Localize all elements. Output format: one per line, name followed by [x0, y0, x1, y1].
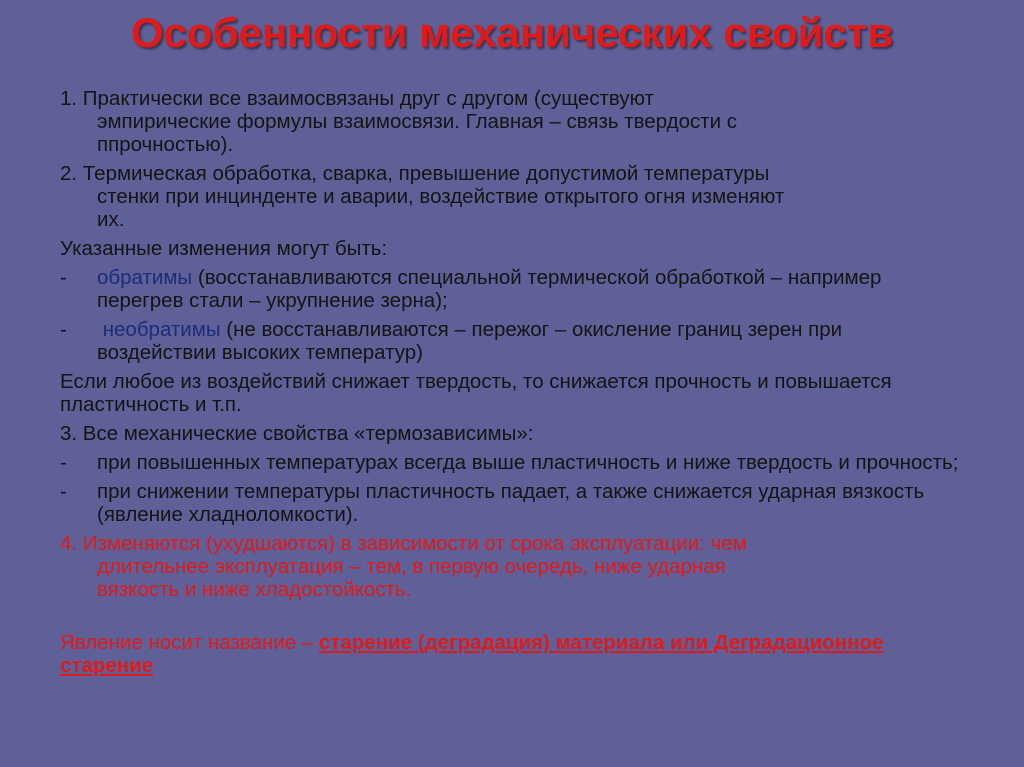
dash-mark: - — [60, 451, 67, 474]
dash-mark: - — [60, 318, 67, 341]
dash-item-reversible-text — [97, 266, 965, 312]
paragraph-5: 3. Все механические свойства «термозависимы»: — [60, 422, 534, 445]
dash-item-high-temp-text: при повышенных температурах всегда выше пластичность и ниже твердость и прочность; — [97, 451, 959, 474]
paragraph-1-line-3: ппрочностью). — [97, 133, 234, 156]
paragraph-6-line-1: 4. Изменяются (ухудшаются) в зависимости от срока эксплуатации: чем — [60, 532, 747, 555]
slide-body — [60, 87, 965, 683]
term-irreversible: необратимы — [97, 318, 221, 341]
paragraph-6-line-3: вязкость и ниже хладостойкость. — [97, 578, 412, 601]
dash-item-low-temp-text: при снижении температуры пластичность падает, а также снижается ударная вязкость (явление хладноломкости). — [97, 480, 925, 526]
paragraph-7 — [60, 631, 965, 677]
paragraph-1 — [60, 87, 965, 156]
dash-item-reversible-rest: (восстанавливаются специальной термической обработкой – например перегрев стали – укрупнение зерна); — [97, 266, 882, 312]
dash-mark: - — [60, 480, 67, 503]
dash-mark: - — [60, 266, 67, 289]
paragraph-2 — [60, 162, 965, 231]
term-aging: старение (деградация) материала или Деградационное старение — [60, 631, 884, 677]
paragraph-1-line-1: 1. Практически все взаимосвязаны друг с другом (существуют — [60, 87, 654, 110]
dash-item-high-temp — [60, 451, 965, 474]
paragraph-2-line-3: их. — [97, 208, 125, 231]
dash-item-irreversible-text — [97, 318, 965, 364]
dash-item-irreversible-rest: (не восстанавливаются – пережог – окисление границ зерен при воздействии высоких температур) — [97, 318, 843, 364]
slide-title: Особенности механических свойств — [130, 9, 894, 56]
paragraph-3: Указанные изменения могут быть: — [60, 237, 388, 260]
term-reversible: обратимы — [97, 266, 193, 289]
paragraph-1-line-2: эмпирические формулы взаимосвязи. Главная – связь твердости с — [97, 110, 738, 133]
dash-item-irreversible — [60, 318, 965, 364]
paragraph-7-lead: Явление носит название – — [60, 631, 319, 654]
paragraph-2-line-1: 2. Термическая обработка, сварка, превышение допустимой температуры — [60, 162, 770, 185]
paragraph-6-line-2: длительнее эксплуатация – тем, в первую очередь, ниже ударная — [97, 555, 726, 578]
dash-item-low-temp — [60, 480, 965, 526]
paragraph-2-line-2: стенки при инцинденте и аварии, воздействие открытого огня изменяют — [97, 185, 785, 208]
paragraph-4: Если любое из воздействий снижает твердость, то снижается прочность и повышается пластичность и т.п. — [60, 370, 892, 416]
dash-item-reversible — [60, 266, 965, 312]
spacer — [60, 607, 965, 631]
paragraph-6 — [60, 532, 965, 601]
